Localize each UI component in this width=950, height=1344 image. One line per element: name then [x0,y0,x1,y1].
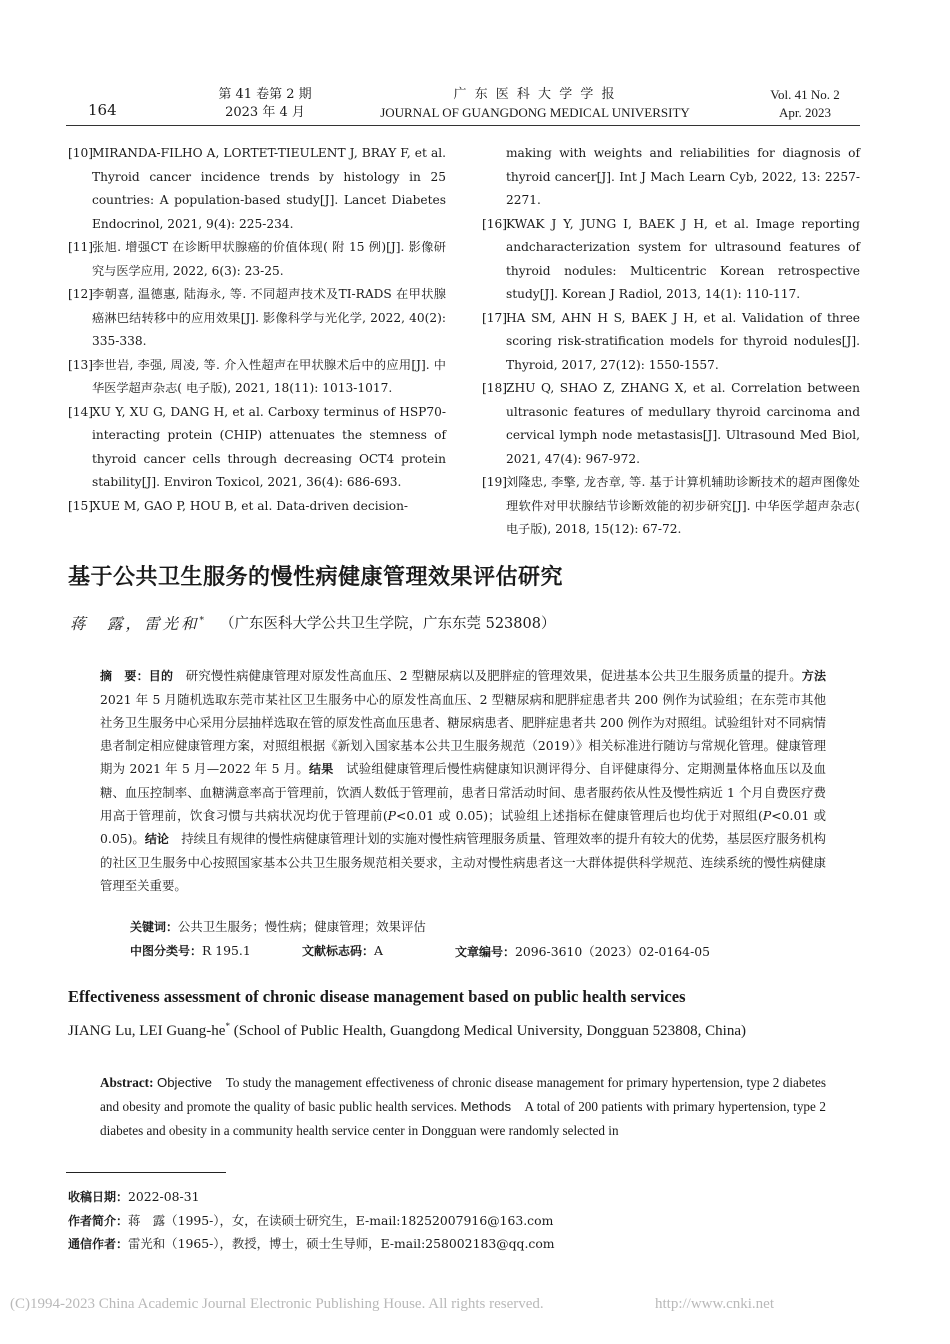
clc-number: 中图分类号：R 195.1 [130,943,251,958]
keywords-cn: 关键词：公共卫生服务；慢性病；健康管理；效果评估 [130,919,426,934]
date-en: Apr. 2023 [779,105,831,120]
page-number: 164 [88,101,117,119]
reference-item: [12] 李朝喜, 温德惠, 陆海永, 等. 不同超声技术及TI-RADS 在甲状腺癌淋巴结转移中的应用效果[J]. 影像科学与光化学, 2022, 40(2): 335-338. [68,287,446,348]
volume-en: Vol. 41 No. 2 [770,87,840,102]
header-rule [66,125,860,126]
references-left [68,142,446,518]
abstract-en: Abstract: Objective To study the management effectiveness of chronic disease management for primary hypertension, type 2 diabetes and obesity and promote the quality of basic public health services. Methods A total of 200 patients with primary hypertension, type 2 diabetes and obesity in a community health service center in Dongguan were randomly selected in [100,1075,826,1138]
reference-item: [11] 张旭. 增强CT 在诊断甲状腺癌的价值体现( 附 15 例)[J]. 影像研究与医学应用, 2022, 6(3): 23-25. [68,240,446,278]
article-title-cn: 基于公共卫生服务的慢性病健康管理效果评估研究 [68,565,564,590]
article-title-en: Effectiveness assessment of chronic disease management based on public health services [68,987,686,1006]
abstract-label: 摘 要： [100,669,149,683]
reference-item: [19] 刘隆忠, 李擎, 龙杏章, 等. 基于计算机辅助诊断技术的超声图像处理软件对甲状腺结节诊断效能的初步研究[J]. 中华医学超声杂志( 电子版), 2018, 15(12): 67-72. [482,475,860,536]
footnote-author: 作者简介：蒋 露（1995-），女，在读硕士研究生，E-mail:18252007916@163.com [68,1213,554,1228]
cnki-link[interactable]: http://www.cnki.net [655,1296,775,1312]
footnote-rule [66,1172,226,1173]
authors-cn: 蒋 露，雷光和* [70,615,208,633]
document-code: 文献标志码：A [302,943,383,958]
reference-item: [17] HA SM, AHN H S, BAEK J H, et al. Validation of three scoring risk-stratification models for thyroid nodules[J]. Thyroid, 2017, 27(12): 1550-1557. [482,310,860,372]
journal-title-en: JOURNAL OF GUANGDONG MEDICAL UNIVERSITY [380,105,690,120]
affiliation-cn: （广东医科大学公共卫生学院，广东东莞 523808） [220,616,556,632]
journal-title-cn: 广 东 医 科 大 学 学 报 [453,87,617,102]
footnote-received: 收稿日期：2022-08-31 [68,1189,200,1204]
volume-cn: 第 41 卷第 2 期 [218,87,312,102]
reference-item: [18] ZHU Q, SHAO Z, ZHANG X, et al. Correlation between ultrasonic features of medullary thyroid carcinoma and cervical lymph node metastasis[J]. Ultrasound Med Biol, 2021, 47(4): 967-972. [482,381,860,466]
reference-item: [14] XU Y, XU G, DANG H, et al. Carboxy terminus of HSP70-interacting protein (CHIP) attenuates the stemness of thyroid cancer cells through decreasing OCT4 protein stability[J]. Environ Toxicol, 2021, 36(4): 686-693. [68,404,446,489]
reference-item: [13] 李世岩, 李强, 周凌, 等. 介入性超声在甲状腺术后中的应用[J]. 中华医学超声杂志( 电子版), 2021, 18(11): 1013-1017. [68,357,446,395]
footnote-correspondence: 通信作者：雷光和（1965-），教授，博士，硕士生导师，E-mail:258002183@qq.com [68,1236,555,1251]
authors-en: JIANG Lu, LEI Guang-he* (School of Public Health, Guangdong Medical University, Dongguan 523808, China) [68,1021,746,1039]
date-cn: 2023 年 4 月 [225,105,305,120]
reference-item: [16] KWAK J Y, JUNG I, BAEK J H, et al. Image reporting andcharacterization system for ultrasound features of thyroid nodules: Multicentric Korean retrospective study[J]. Korean J Radiol, 2013, 14(1): 110-117. [482,216,860,301]
abstract-cn: 摘 要：目的 研究慢性病健康管理对原发性高血压、2 型糖尿病以及肥胖症的管理效果，促进基本公共卫生服务质量的提升。方法 2021 年 5 月随机选取东莞市某社区卫生服务中心的原发性高血压、2 型糖尿病和肥胖症患者共 200 例作为试验组；在东莞市其他社务卫生服务中心采用分层抽样选取在管的原发性高血压患者、糖尿病患者、肥胖症患者共 200 例作为对照组。试验组针对不同病情患者制定相应健康管理方案，对照组根据《新划入国家基本公共卫生服务规范（2019）》相关标准进行随访与常规化管理。健康管理期为 2021 年 5 月—2022 年 5 月。结果 试验组健康管理后慢性病健康知识测评得分、自评健康得分、定期测量体格血压以及血糖、血压控制率、血糖满意率高于管理前，饮酒人数低于管理前，患者日常活动时间、患者服药依从性及慢性病近 1 个月自费医疗费用高于管理前，饮食习惯与共病状况均优于管理前(P<0.01 或 0.05)；试验组上述指标在健康管理后也均优于对照组(P<0.01 或 0.05)。结论 持续且有规律的慢性病健康管理计划的实施对慢性病管理服务质量、管理效率的提升有较大的优势，基层医疗服务机构的社区卫生服务中心按照国家基本公共卫生服务规范相关要求，主动对慢性病患者这一大群体提供科学规范、连续系统的慢性病健康管理至关重要。 [100,668,827,893]
references-right [482,142,860,542]
reference-item: [10] MIRANDA-FILHO A, LORTET-TIEULENT J, BRAY F, et al. Thyroid cancer incidence trends by histology in 25 countries: A population-based study[J]. Lancet Diabetes Endocrinol, 2021, 9(4): 225-234. [68,146,446,231]
article-number: 文章编号：2096-3610（2023）02-0164-05 [455,944,711,959]
copyright-line: (C)1994-2023 China Academic Journal Electronic Publishing House. All rights reserved. http://www.cnki.net [10,1296,775,1312]
reference-item: [15] XUE M, GAO P, HOU B, et al. Data-driven decision- [68,498,409,513]
reference-item: making with weights and reliabilities for diagnosis of thyroid cancer[J]. Int J Mach Learn Cyb, 2022, 13: 2257-2271. [506,146,860,207]
